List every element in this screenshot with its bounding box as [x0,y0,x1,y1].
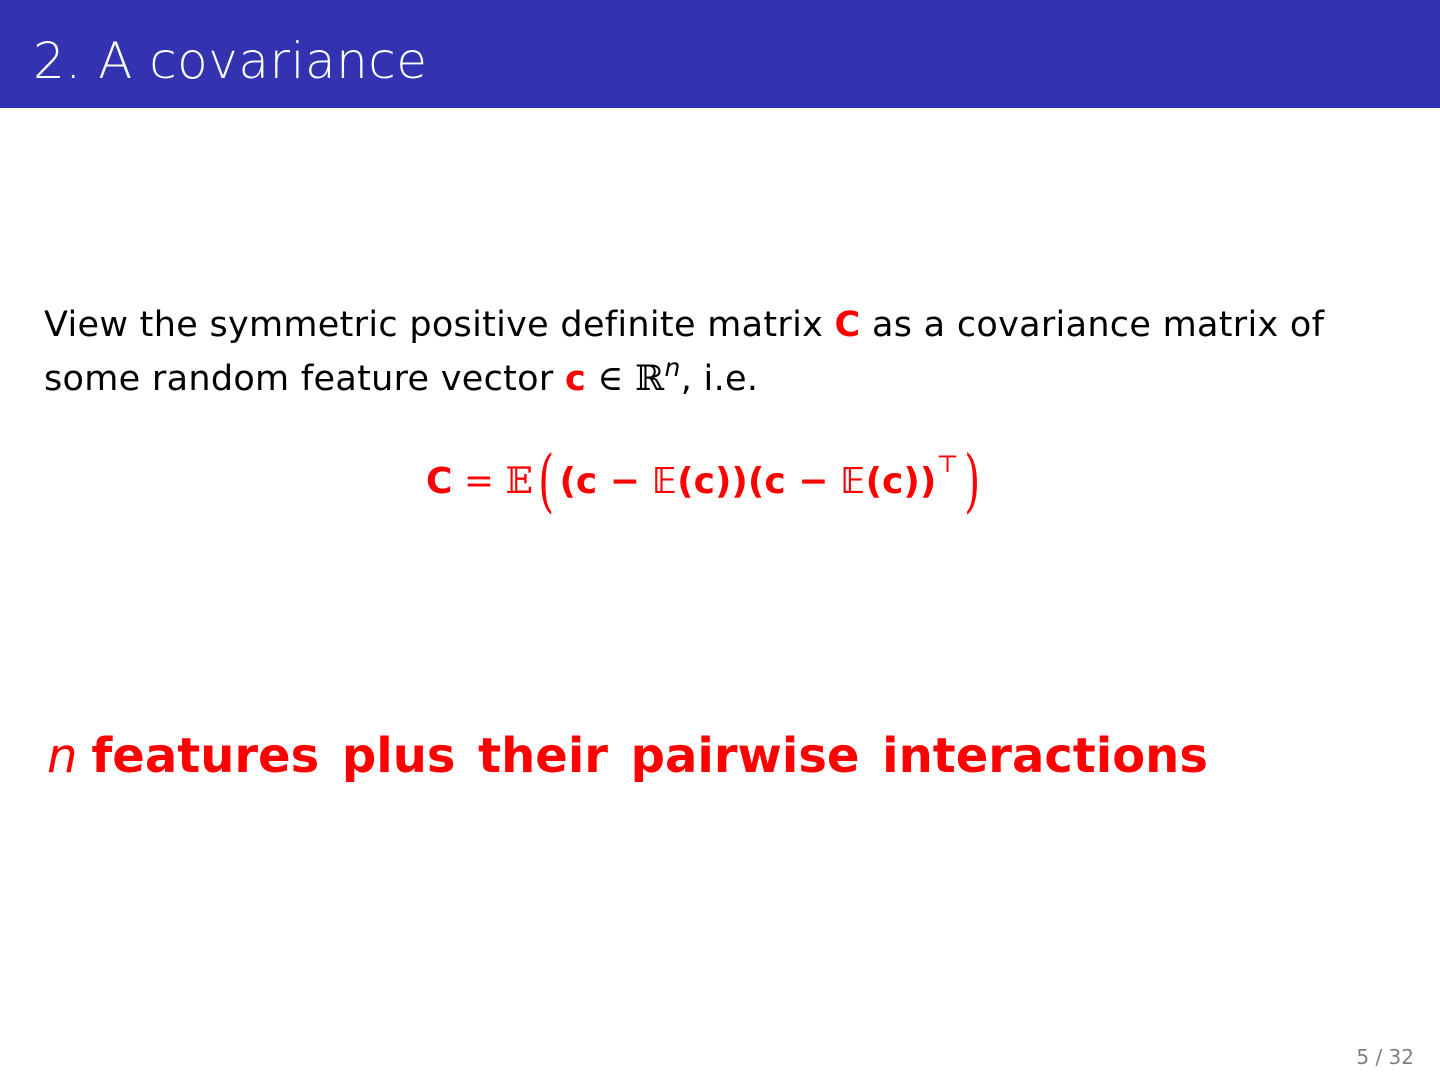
body-text-part3: , i.e. [680,359,759,399]
slide-title: 2. A covariance [33,32,428,90]
reals-symbol: ℝ [635,359,665,399]
equation-lhs: C [426,461,453,502]
covariance-equation [426,442,985,526]
title-bar [0,0,1440,108]
equation-close-paren: ) [964,442,981,521]
highlight-statement [47,724,1208,788]
dimension-symbol: n [664,353,681,382]
element-of-symbol: ∈ [586,359,636,399]
equation-term: (c − 𝔼(c))(c − 𝔼(c)) [559,461,937,502]
equation-equals: = [452,461,506,502]
highlight-variable: n [47,728,78,784]
body-text-part2: as a covariance matrix of some random feature vector [44,305,1325,399]
page-number: 5 / 32 [1356,1045,1414,1069]
body-text-part1: View the symmetric positive definite matrix [44,305,835,345]
highlight-text: features plus their pairwise interactions [91,728,1208,784]
vector-symbol: c [565,359,587,399]
body-paragraph [44,298,1404,409]
equation-open-paren: ( [538,442,555,521]
equation-expectation: 𝔼 [505,461,533,502]
matrix-symbol: C [834,305,861,345]
equation-transpose: ⊤ [936,450,959,478]
